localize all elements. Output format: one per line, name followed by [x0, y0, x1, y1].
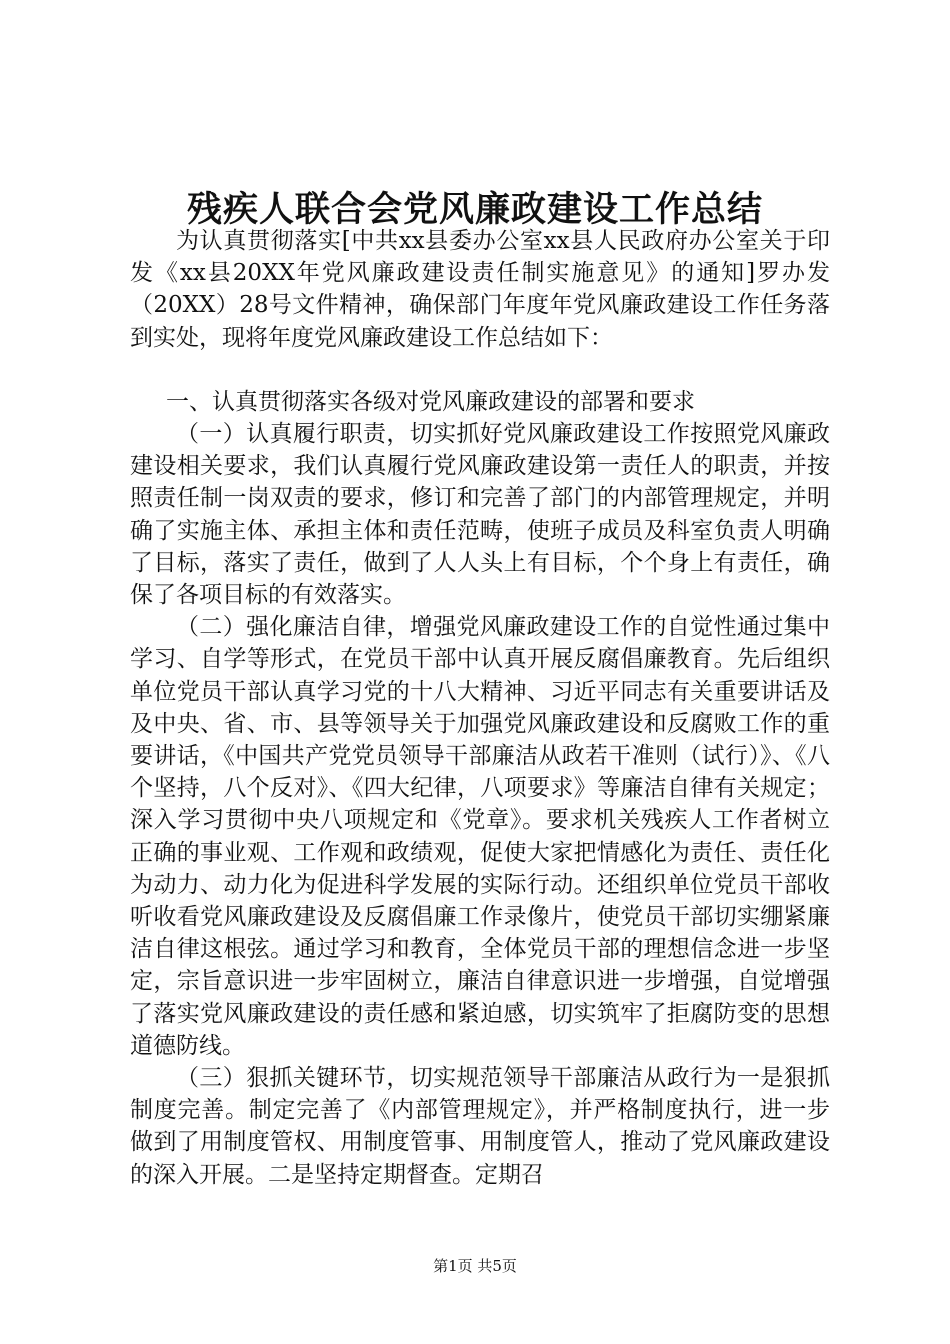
item-paragraph-2: （二）强化廉洁自律，增强党风廉政建设工作的自觉性通过集中学习、自学等形式，在党员干部中认真开展反腐倡廉教育。先后组织单位党员干部认真学习党的十八大精神、习近平同志有关重要讲话及及中央、省、市、县等领导关于加强党风廉政建设和反腐败工作的重要讲话，《中国共产党党员领导干部廉洁从政若干准则（试行）》、《八个坚持，八个反对》、《四大纪律，八项要求》等廉洁自律有关规定；深入学习贯彻中央八项规定和《党章》。要求机关残疾人工作者树立正确的事业观、工作观和政绩观，促使大家把情感化为责任、责任化为动力、动力化为促进科学发展的实际行动。还组织单位党员干部收听收看党风廉政建设及反腐倡廉工作录像片，使党员干部切实绷紧廉洁自律这根弦。通过学习和教育，全体党员干部的理想信念进一步坚定，宗旨意识进一步牢固树立，廉洁自律意识进一步增强，自觉增强了落实党风廉政建设的责任感和紧迫感，切实筑牢了拒腐防变的思想道德防线。: [130, 614, 830, 1059]
section-heading-1: 一、认真贯彻落实各级对党风廉政建设的部署和要求: [166, 388, 695, 415]
item-paragraph-3: （三）狠抓关键环节，切实规范领导干部廉洁从政行为一是狠抓制度完善。制定完善了《内部管理规定》，并严格制度执行，进一步做到了用制度管权、用制度管事、用制度管人，推动了党风廉政建设的深入开展。二是坚持定期督查。定期召: [130, 1065, 830, 1188]
document-body: [130, 225, 830, 1191]
item-paragraph-1: （一）认真履行职责，切实抓好党风廉政建设工作按照党风廉政建设相关要求，我们认真履行党风廉政建设第一责任人的职责，并按照责任制一岗双责的要求，修订和完善了部门的内部管理规定，并明确了实施主体、承担主体和责任范畴，使班子成员及科室负责人明确了目标，落实了责任，做到了人人头上有目标，个个身上有责任，确保了各项目标的有效落实。: [130, 421, 830, 609]
document-title: 残疾人联合会党风廉政建设工作总结: [186, 189, 763, 230]
intro-paragraph: 为认真贯彻落实[中共xx县委办公室xx县人民政府办公室关于印发《xx县20XX年党风廉政建设责任制实施意见》的通知]罗办发（20XX）28号文件精神，确保部门年度年党风廉政建设工作任务落到实处，现将年度党风廉政建设工作总结如下：: [130, 228, 830, 351]
page-number-footer: 第1页 共5页: [433, 1257, 517, 1275]
